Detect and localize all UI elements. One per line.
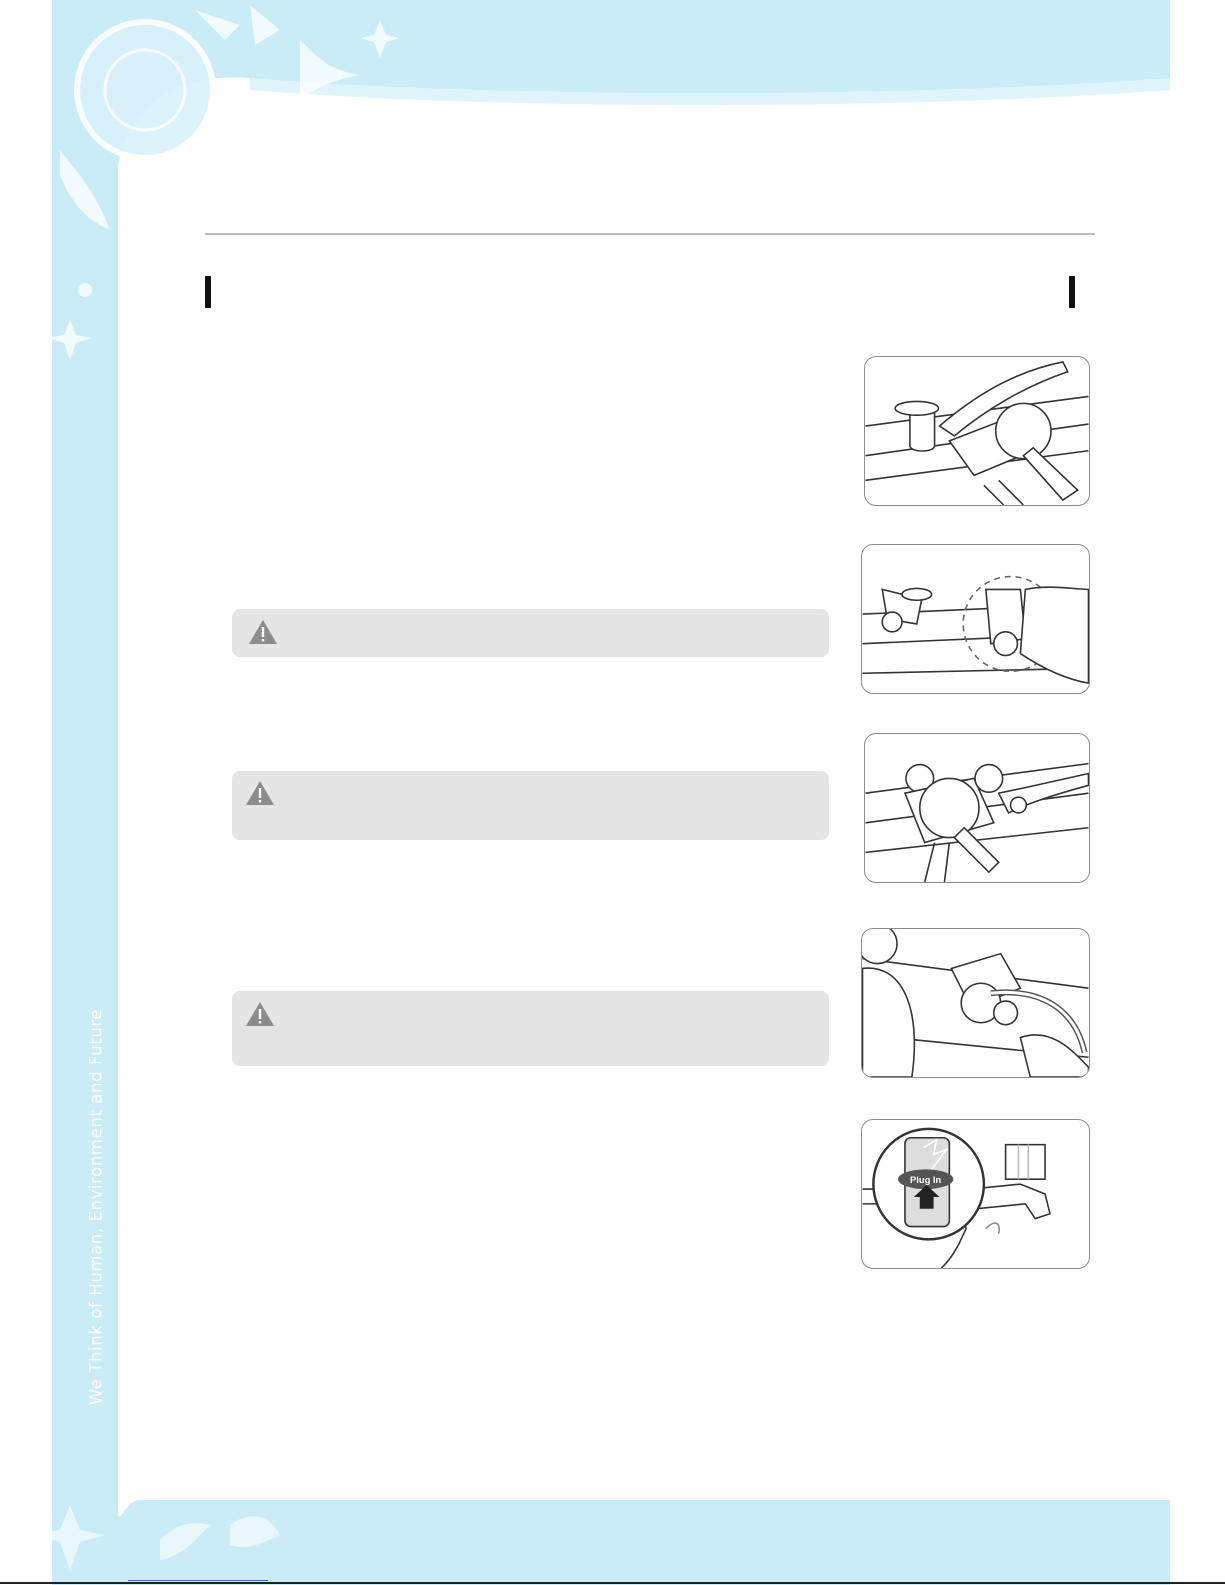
page-bottom-border: [0, 1582, 1225, 1584]
figure-4: [861, 928, 1090, 1078]
footer-link-underline: [128, 1580, 268, 1581]
hose-connected-to-diverter-illustration: [862, 929, 1089, 1077]
caution-box-3: [232, 991, 829, 1066]
section-title-right-bar: [1069, 276, 1075, 308]
figure-1: [864, 356, 1090, 506]
warning-triangle-icon: [247, 618, 279, 646]
side-tagline: We Think of Human, Environment and Future: [86, 1008, 106, 1406]
plug-in-label: Plug In: [910, 1175, 942, 1186]
hand-attaching-adapter-illustration: [862, 545, 1089, 693]
section-title-left-bar: [205, 276, 211, 308]
figure-2: [861, 544, 1090, 694]
wrench-removing-faucet-spout-illustration: [865, 357, 1089, 505]
header-divider: [205, 233, 1095, 235]
plug-in-hose-connector-illustration: [862, 1120, 1089, 1268]
wrench-tightening-diverter-valve-illustration: [865, 734, 1089, 882]
warning-triangle-icon: [244, 1000, 276, 1028]
warning-triangle-icon: [244, 779, 276, 807]
caution-box-2: [232, 771, 829, 840]
figure-5: [861, 1119, 1090, 1269]
caution-box-1: [232, 609, 829, 657]
figure-3: [864, 733, 1090, 883]
